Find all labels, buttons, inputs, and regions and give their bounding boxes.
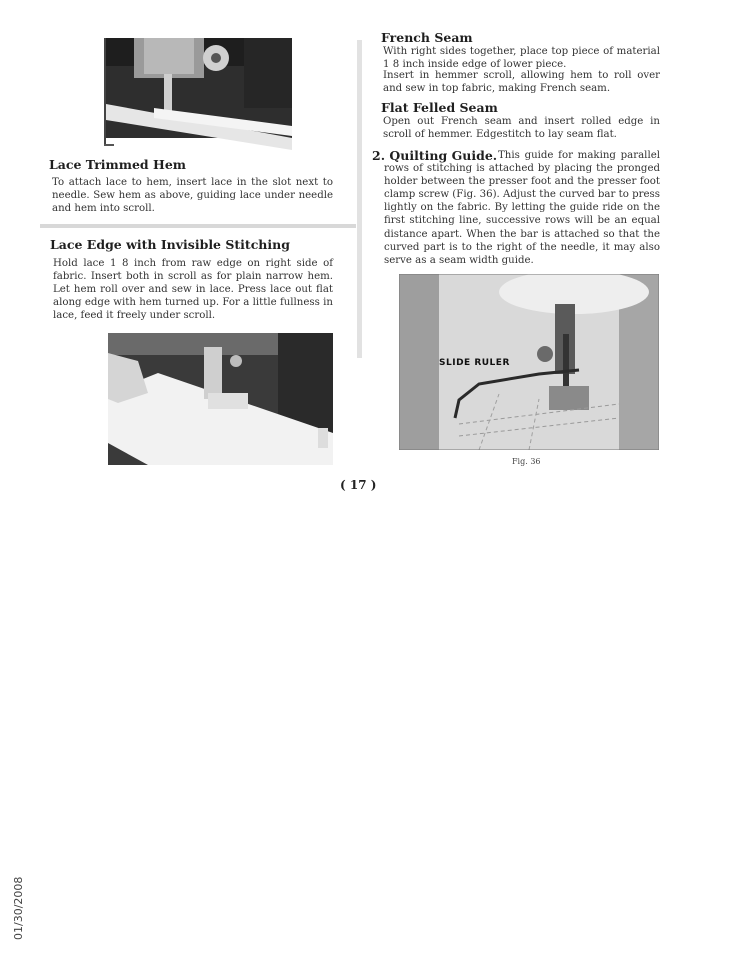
lace-edge-body: Hold lace 1 8 inch from raw edge on right side of fabric. Insert both in scroll as for plain narrow hem. Let hem roll over and sew in lace. Press lace out flat along edge with hem turned up. For a little fullness in lace, feed it freely under scroll.	[53, 258, 333, 322]
lace-trimmed-hem-body: To attach lace to hem, insert lace in the slot next to needle. Sew hem as above, guiding lace under needle and hem into scroll.	[52, 177, 333, 215]
flat-felled-heading: Flat Felled Seam	[381, 100, 498, 115]
lace-trimmed-hem-heading: Lace Trimmed Hem	[49, 157, 187, 172]
french-seam-body-1: With right sides together, place top piece of material 1 8 inch inside edge of lower piece.	[383, 46, 660, 71]
quilting-guide-photo-illustration	[399, 274, 659, 450]
figure-caption: Fig. 36	[512, 457, 541, 466]
quilting-guide-number: 2.	[372, 148, 386, 163]
lace-edge-heading: Lace Edge with Invisible Stitching	[50, 237, 290, 252]
archive-date-stamp: 01/30/2008	[12, 876, 25, 940]
page-number: ( 17 )	[340, 478, 377, 492]
slide-ruler-label: SLIDE RULER	[439, 358, 510, 368]
section-divider	[40, 224, 356, 228]
hemmer-photo	[104, 38, 292, 150]
flat-felled-body: Open out French seam and insert rolled edge in scroll of hemmer. Edgestitch to lay seam flat.	[383, 116, 660, 141]
column-divider	[357, 40, 362, 358]
french-seam-body-2: Insert in hemmer scroll, allowing hem to roll over and sew in top fabric, making French seam.	[383, 70, 660, 95]
quilting-guide-title: Quilting Guide.	[389, 148, 498, 163]
lace-edge-photo	[108, 333, 333, 465]
quilting-guide-photo	[399, 274, 659, 450]
hemmer-photo-illustration	[104, 38, 292, 150]
lace-edge-photo-illustration	[108, 333, 333, 465]
quilting-guide-body: This guide for making parallel rows of stitching is attached by placing the pronged holder between the presser foot and the presser foot clamp screw (Fig. 36). Adjust the curved bar to press lightly on the fabric. By letting the guide ride on the first stitching line, successive rows will be an equal distance apart. When the bar is attached so that the curved part is to the right of the needle, it may also serve as a seam width guide.	[384, 150, 660, 266]
french-seam-heading: French Seam	[381, 30, 473, 45]
